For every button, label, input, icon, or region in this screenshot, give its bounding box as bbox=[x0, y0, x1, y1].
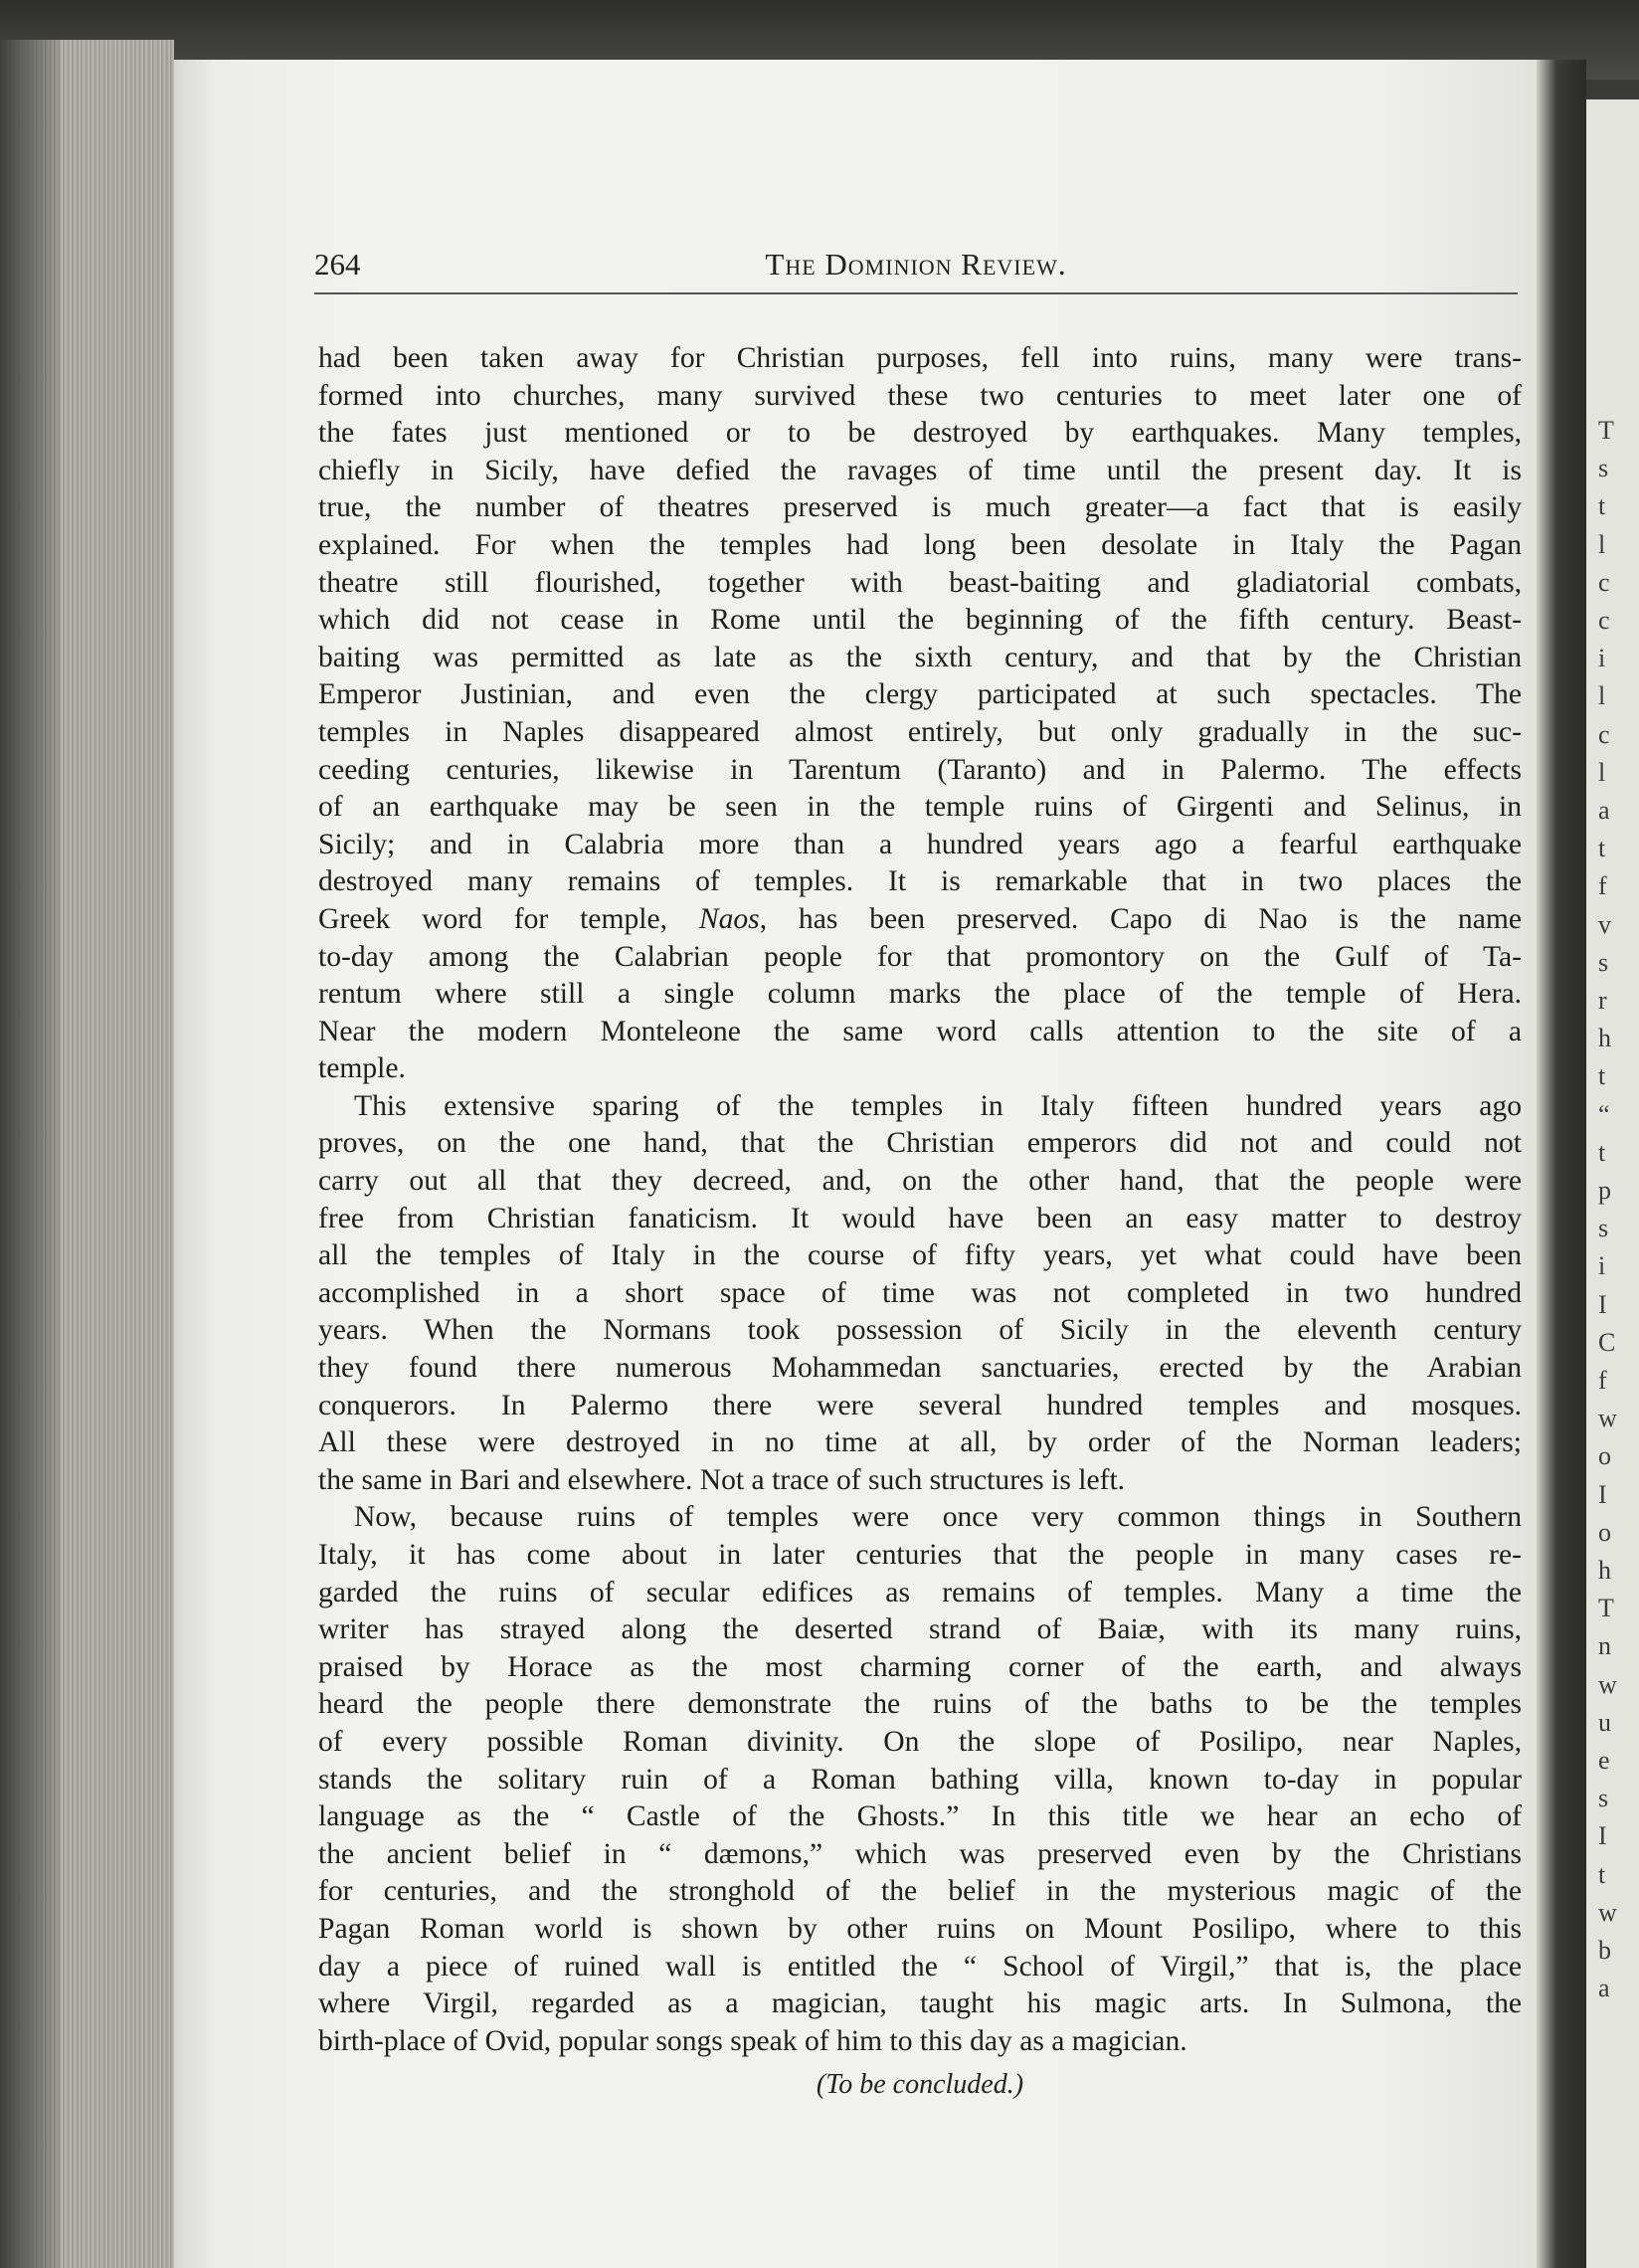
facing-page-letter: a bbox=[1598, 796, 1610, 825]
facing-page-letter: w bbox=[1598, 1669, 1617, 1699]
text-line: conquerors. In Palermo there were several hundred temples and mosques. bbox=[318, 1389, 1522, 1421]
text-line: temples in Naples disappeared almost entirely, but only gradually in the suc- bbox=[318, 715, 1522, 748]
text-line: of an earthquake may be seen in the temple ruins of Girgenti and Selinus, in bbox=[318, 791, 1522, 824]
facing-page-letter: t bbox=[1598, 1061, 1606, 1091]
facing-page-letter: i bbox=[1598, 1251, 1606, 1281]
facing-page-letter: s bbox=[1598, 1784, 1609, 1813]
facing-page-letter: e bbox=[1598, 1746, 1610, 1775]
text-line: Greek word for temple, Naos, has been preserved. Capo di Nao is the name bbox=[318, 902, 1522, 935]
text-line: all the temples of Italy in the course of fifty years, yet what could have been bbox=[318, 1239, 1522, 1272]
page-number: 264 bbox=[314, 247, 361, 282]
facing-page-letter: w bbox=[1598, 1404, 1617, 1433]
text-line: destroyed many remains of temples. It is remarkable that in two places the bbox=[318, 865, 1522, 898]
text-line: where Virgil, regarded as a magician, taught his magic arts. In Sulmona, the bbox=[318, 1987, 1522, 2020]
text-line: the fates just mentioned or to be destroyed by earthquakes. Many temples, bbox=[318, 417, 1522, 450]
text-line: Pagan Roman world is shown by other ruins on Mount Posilipo, where to this bbox=[318, 1912, 1522, 1945]
text-line: ceeding centuries, likewise in Tarentum (Taranto) and in Palermo. The effects bbox=[318, 753, 1522, 786]
text-line: had been taken away for Christian purposes, fell into ruins, many were trans- bbox=[318, 342, 1522, 374]
text-line: accomplished in a short space of time was not completed in two hundred bbox=[318, 1276, 1522, 1309]
text-line: temple. bbox=[318, 1052, 406, 1085]
facing-page-letter: t bbox=[1598, 834, 1606, 863]
text-line: the ancient belief in “ dæmons,” which was preserved even by the Christians bbox=[318, 1837, 1522, 1870]
facing-page-letter: i bbox=[1598, 644, 1606, 673]
book-edge-shadow bbox=[0, 40, 60, 2268]
text-line: Now, because ruins of temples were once very common things in Southern bbox=[354, 1501, 1522, 1534]
book-gutter bbox=[1537, 60, 1586, 2268]
text-line: writer has strayed along the deserted strand of Baiæ, with its many ruins, bbox=[318, 1613, 1522, 1646]
facing-page-letter: h bbox=[1598, 1556, 1611, 1585]
facing-page-letter: l bbox=[1598, 529, 1606, 559]
facing-page-letter: u bbox=[1598, 1707, 1611, 1737]
text-line: free from Christian fanaticism. It would have been an easy matter to destroy bbox=[318, 1202, 1522, 1234]
facing-page-letter: p bbox=[1598, 1176, 1611, 1205]
article-body bbox=[318, 340, 1522, 2060]
continuation-note: (To be concluded.) bbox=[816, 2069, 1024, 2100]
text-line: Emperor Justinian, and even the clergy participated at such spectacles. The bbox=[318, 678, 1522, 711]
text-line: of every possible Roman divinity. On the slope of Posilipo, near Naples, bbox=[318, 1725, 1522, 1758]
facing-page-letter: I bbox=[1598, 1289, 1607, 1319]
facing-page-letter: c bbox=[1598, 567, 1610, 597]
text-line: Sicily; and in Calabria more than a hundred years ago a fearful earthquake bbox=[318, 828, 1522, 860]
text-line: chiefly in Sicily, have defied the ravages of time until the present day. It is bbox=[318, 454, 1522, 486]
text-line: true, the number of theatres preserved is much greater—a fact that is easily bbox=[318, 491, 1522, 524]
facing-page-letter: a bbox=[1598, 1974, 1610, 2003]
text-line: baiting was permitted as late as the sixth century, and that by the Christian bbox=[318, 641, 1522, 673]
text-line: they found there numerous Mohammedan sanctuaries, erected by the Arabian bbox=[318, 1352, 1522, 1385]
facing-page-letter: s bbox=[1598, 947, 1609, 977]
text-line: Near the modern Monteleone the same word calls attention to the site of a bbox=[318, 1015, 1522, 1047]
facing-page-letter: o bbox=[1598, 1517, 1611, 1547]
facing-page-letter: b bbox=[1598, 1936, 1611, 1965]
text-line: Italy, it has come about in later centuries that the people in many cases re- bbox=[318, 1539, 1522, 1571]
text-line: praised by Horace as the most charming corner of the earth, and always bbox=[318, 1650, 1522, 1683]
facing-page-letter: T bbox=[1598, 416, 1614, 445]
text-line: proves, on the one hand, that the Christian emperors did not and could not bbox=[318, 1127, 1522, 1160]
facing-page-letter: T bbox=[1598, 1594, 1614, 1623]
facing-page-letter: n bbox=[1598, 1631, 1611, 1661]
facing-page-letter: w bbox=[1598, 1897, 1617, 1927]
facing-page-letter: s bbox=[1598, 1214, 1609, 1243]
facing-page-letter: l bbox=[1598, 757, 1606, 787]
facing-page-letter: r bbox=[1598, 986, 1607, 1015]
facing-page-letter: l bbox=[1598, 681, 1606, 711]
text-line: birth-place of Ovid, popular songs speak of him to this day as a magician. bbox=[318, 2024, 1187, 2057]
facing-page-letter: C bbox=[1598, 1327, 1616, 1357]
text-line: garded the ruins of secular edifices as remains of temples. Many a time the bbox=[318, 1576, 1522, 1608]
text-line: carry out all that they decreed, and, on the other hand, that the people were bbox=[318, 1165, 1522, 1198]
text-line: This extensive sparing of the temples in Italy fifteen hundred years ago bbox=[354, 1089, 1522, 1122]
facing-page-fragment bbox=[1586, 99, 1639, 2268]
facing-page-letter: t bbox=[1598, 491, 1606, 521]
text-line: day a piece of ruined wall is entitled the “ School of Virgil,” that is, the place bbox=[318, 1950, 1522, 1983]
facing-page-letter: f bbox=[1598, 871, 1607, 901]
facing-page-letter: o bbox=[1598, 1441, 1611, 1471]
text-line: to-day among the Calabrian people for that promontory on the Gulf of Ta- bbox=[318, 940, 1522, 973]
facing-page-letter: t bbox=[1598, 1137, 1606, 1167]
page-header bbox=[314, 247, 1518, 294]
text-line: heard the people there demonstrate the ruins of the baths to be the temples bbox=[318, 1688, 1522, 1721]
facing-page-letter: v bbox=[1598, 909, 1611, 939]
text-line: theatre still flourished, together with beast-baiting and gladiatorial combats, bbox=[318, 566, 1522, 599]
facing-page-letter: I bbox=[1598, 1479, 1607, 1509]
text-line: language as the “ Castle of the Ghosts.” In this title we hear an echo of bbox=[318, 1800, 1522, 1833]
facing-page-letter: f bbox=[1598, 1366, 1607, 1395]
facing-page-letter: s bbox=[1598, 454, 1609, 483]
text-line: rentum where still a single column marks the place of the temple of Hera. bbox=[318, 978, 1522, 1011]
text-line: formed into churches, many survived these two centuries to meet later one of bbox=[318, 379, 1522, 412]
text-line: stands the solitary ruin of a Roman bathing villa, known to-day in popular bbox=[318, 1763, 1522, 1796]
text-line: for centuries, and the stronghold of the belief in the mysterious magic of the bbox=[318, 1875, 1522, 1908]
facing-page-letter: “ bbox=[1598, 1099, 1610, 1129]
text-line: years. When the Normans took possession of Sicily in the eleventh century bbox=[318, 1314, 1522, 1347]
facing-page-letter: c bbox=[1598, 719, 1610, 749]
running-title: The Dominion Review. bbox=[765, 247, 1067, 282]
text-line: explained. For when the temples had long been desolate in Italy the Pagan bbox=[318, 528, 1522, 561]
facing-page-letter: t bbox=[1598, 1859, 1606, 1889]
text-line: All these were destroyed in no time at all, by order of the Norman leaders; bbox=[318, 1426, 1522, 1459]
facing-page-letter: h bbox=[1598, 1024, 1611, 1053]
text-line: the same in Bari and elsewhere. Not a trace of such structures is left. bbox=[318, 1463, 1126, 1496]
facing-page-letter: c bbox=[1598, 606, 1610, 635]
facing-page-letter: I bbox=[1598, 1821, 1607, 1851]
text-line: which did not cease in Rome until the beginning of the fifth century. Beast- bbox=[318, 604, 1522, 637]
